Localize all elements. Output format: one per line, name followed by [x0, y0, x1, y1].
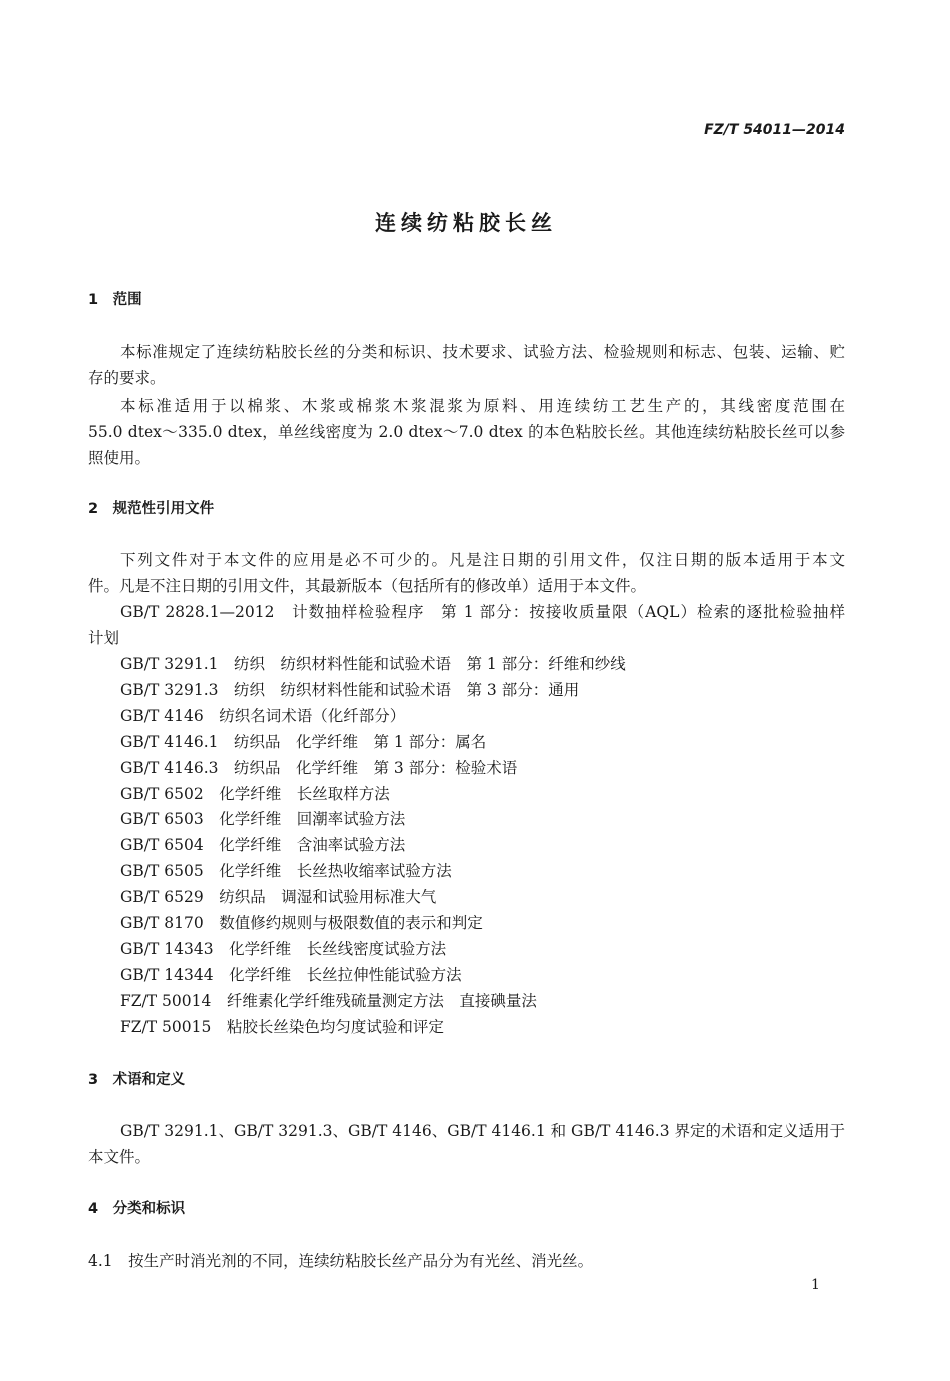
section-2-heading: 2 规范性引用文件	[88, 501, 215, 517]
reference-item: FZ/T 50015 粘胶长丝染色均匀度试验和评定	[120, 1017, 444, 1036]
section-3-heading: 3 术语和定义	[88, 1072, 186, 1088]
paragraph-line: 本标准适用于以棉浆、木浆或棉浆木浆混浆为原料、用连续纺工艺生产的，其线密度范围在	[120, 397, 845, 415]
reference-item: FZ/T 50014 纤维素化学纤维残硫量测定方法 直接碘量法	[120, 991, 537, 1010]
reference-item: GB/T 4146.3 纺织品 化学纤维 第 3 部分：检验术语	[120, 758, 518, 777]
section-1-heading: 1 范围	[88, 292, 142, 308]
reference-item: GB/T 8170 数值修约规则与极限数值的表示和判定	[120, 914, 483, 932]
paragraph-line: 件。凡是不注日期的引用文件，其最新版本（包括所有的修改单）适用于本文件。	[88, 577, 647, 595]
reference-item: GB/T 4146 纺织名词术语（化纤部分）	[120, 706, 406, 725]
paragraph-line: 存的要求。	[88, 369, 166, 387]
reference-item: GB/T 6503 化学纤维 回潮率试验方法	[120, 810, 406, 829]
reference-item: GB/T 6504 化学纤维 含油率试验方法	[120, 836, 406, 855]
document-title: 连续纺粘胶长丝	[375, 211, 557, 235]
paragraph-line: 本标准规定了连续纺粘胶长丝的分类和标识、技术要求、试验方法、检验规则和标志、包装、运输、贮	[120, 343, 845, 361]
reference-item: GB/T 4146.1 纺织品 化学纤维 第 1 部分：属名	[120, 732, 487, 751]
clause-4-1: 4.1 按生产时消光剂的不同，连续纺粘胶长丝产品分为有光丝、消光丝。	[88, 1252, 594, 1270]
section-4-heading: 4 分类和标识	[88, 1201, 186, 1217]
paragraph-line: 本文件。	[88, 1148, 151, 1166]
reference-item: GB/T 14344 化学纤维 长丝拉伸性能试验方法	[120, 965, 462, 984]
paragraph-line: 下列文件对于本文件的应用是必不可少的。凡是注日期的引用文件，仅注日期的版本适用于本文	[120, 551, 845, 569]
reference-item: GB/T 2828.1—2012 计数抽样检验程序 第 1 部分：按接收质量限（AQL）检索的逐批检验抽样	[120, 603, 845, 621]
reference-item: GB/T 3291.1 纺织 纺织材料性能和试验术语 第 1 部分：纤维和纱线	[120, 655, 626, 673]
reference-item: GB/T 6505 化学纤维 长丝热收缩率试验方法	[120, 862, 452, 881]
reference-item: GB/T 14343 化学纤维 长丝线密度试验方法	[120, 939, 447, 958]
reference-item: GB/T 3291.3 纺织 纺织材料性能和试验术语 第 3 部分：通用	[120, 680, 580, 699]
paragraph-line: 照使用。	[88, 449, 151, 467]
paragraph-line: 55.0 dtex～335.0 dtex，单丝线密度为 2.0 dtex～7.0 dtex 的本色粘胶长丝。其他连续纺粘胶长丝可以参	[88, 423, 845, 441]
reference-item: GB/T 6502 化学纤维 长丝取样方法	[120, 784, 390, 803]
document-code: FZ/T 54011—2014	[704, 122, 845, 138]
reference-item: GB/T 6529 纺织品 调湿和试验用标准大气	[120, 888, 437, 907]
page-number: 1	[811, 1277, 820, 1293]
paragraph-line: GB/T 3291.1、GB/T 3291.3、GB/T 4146、GB/T 4146.1 和 GB/T 4146.3 界定的术语和定义适用于	[120, 1122, 845, 1140]
reference-item-continued: 计划	[88, 629, 120, 647]
